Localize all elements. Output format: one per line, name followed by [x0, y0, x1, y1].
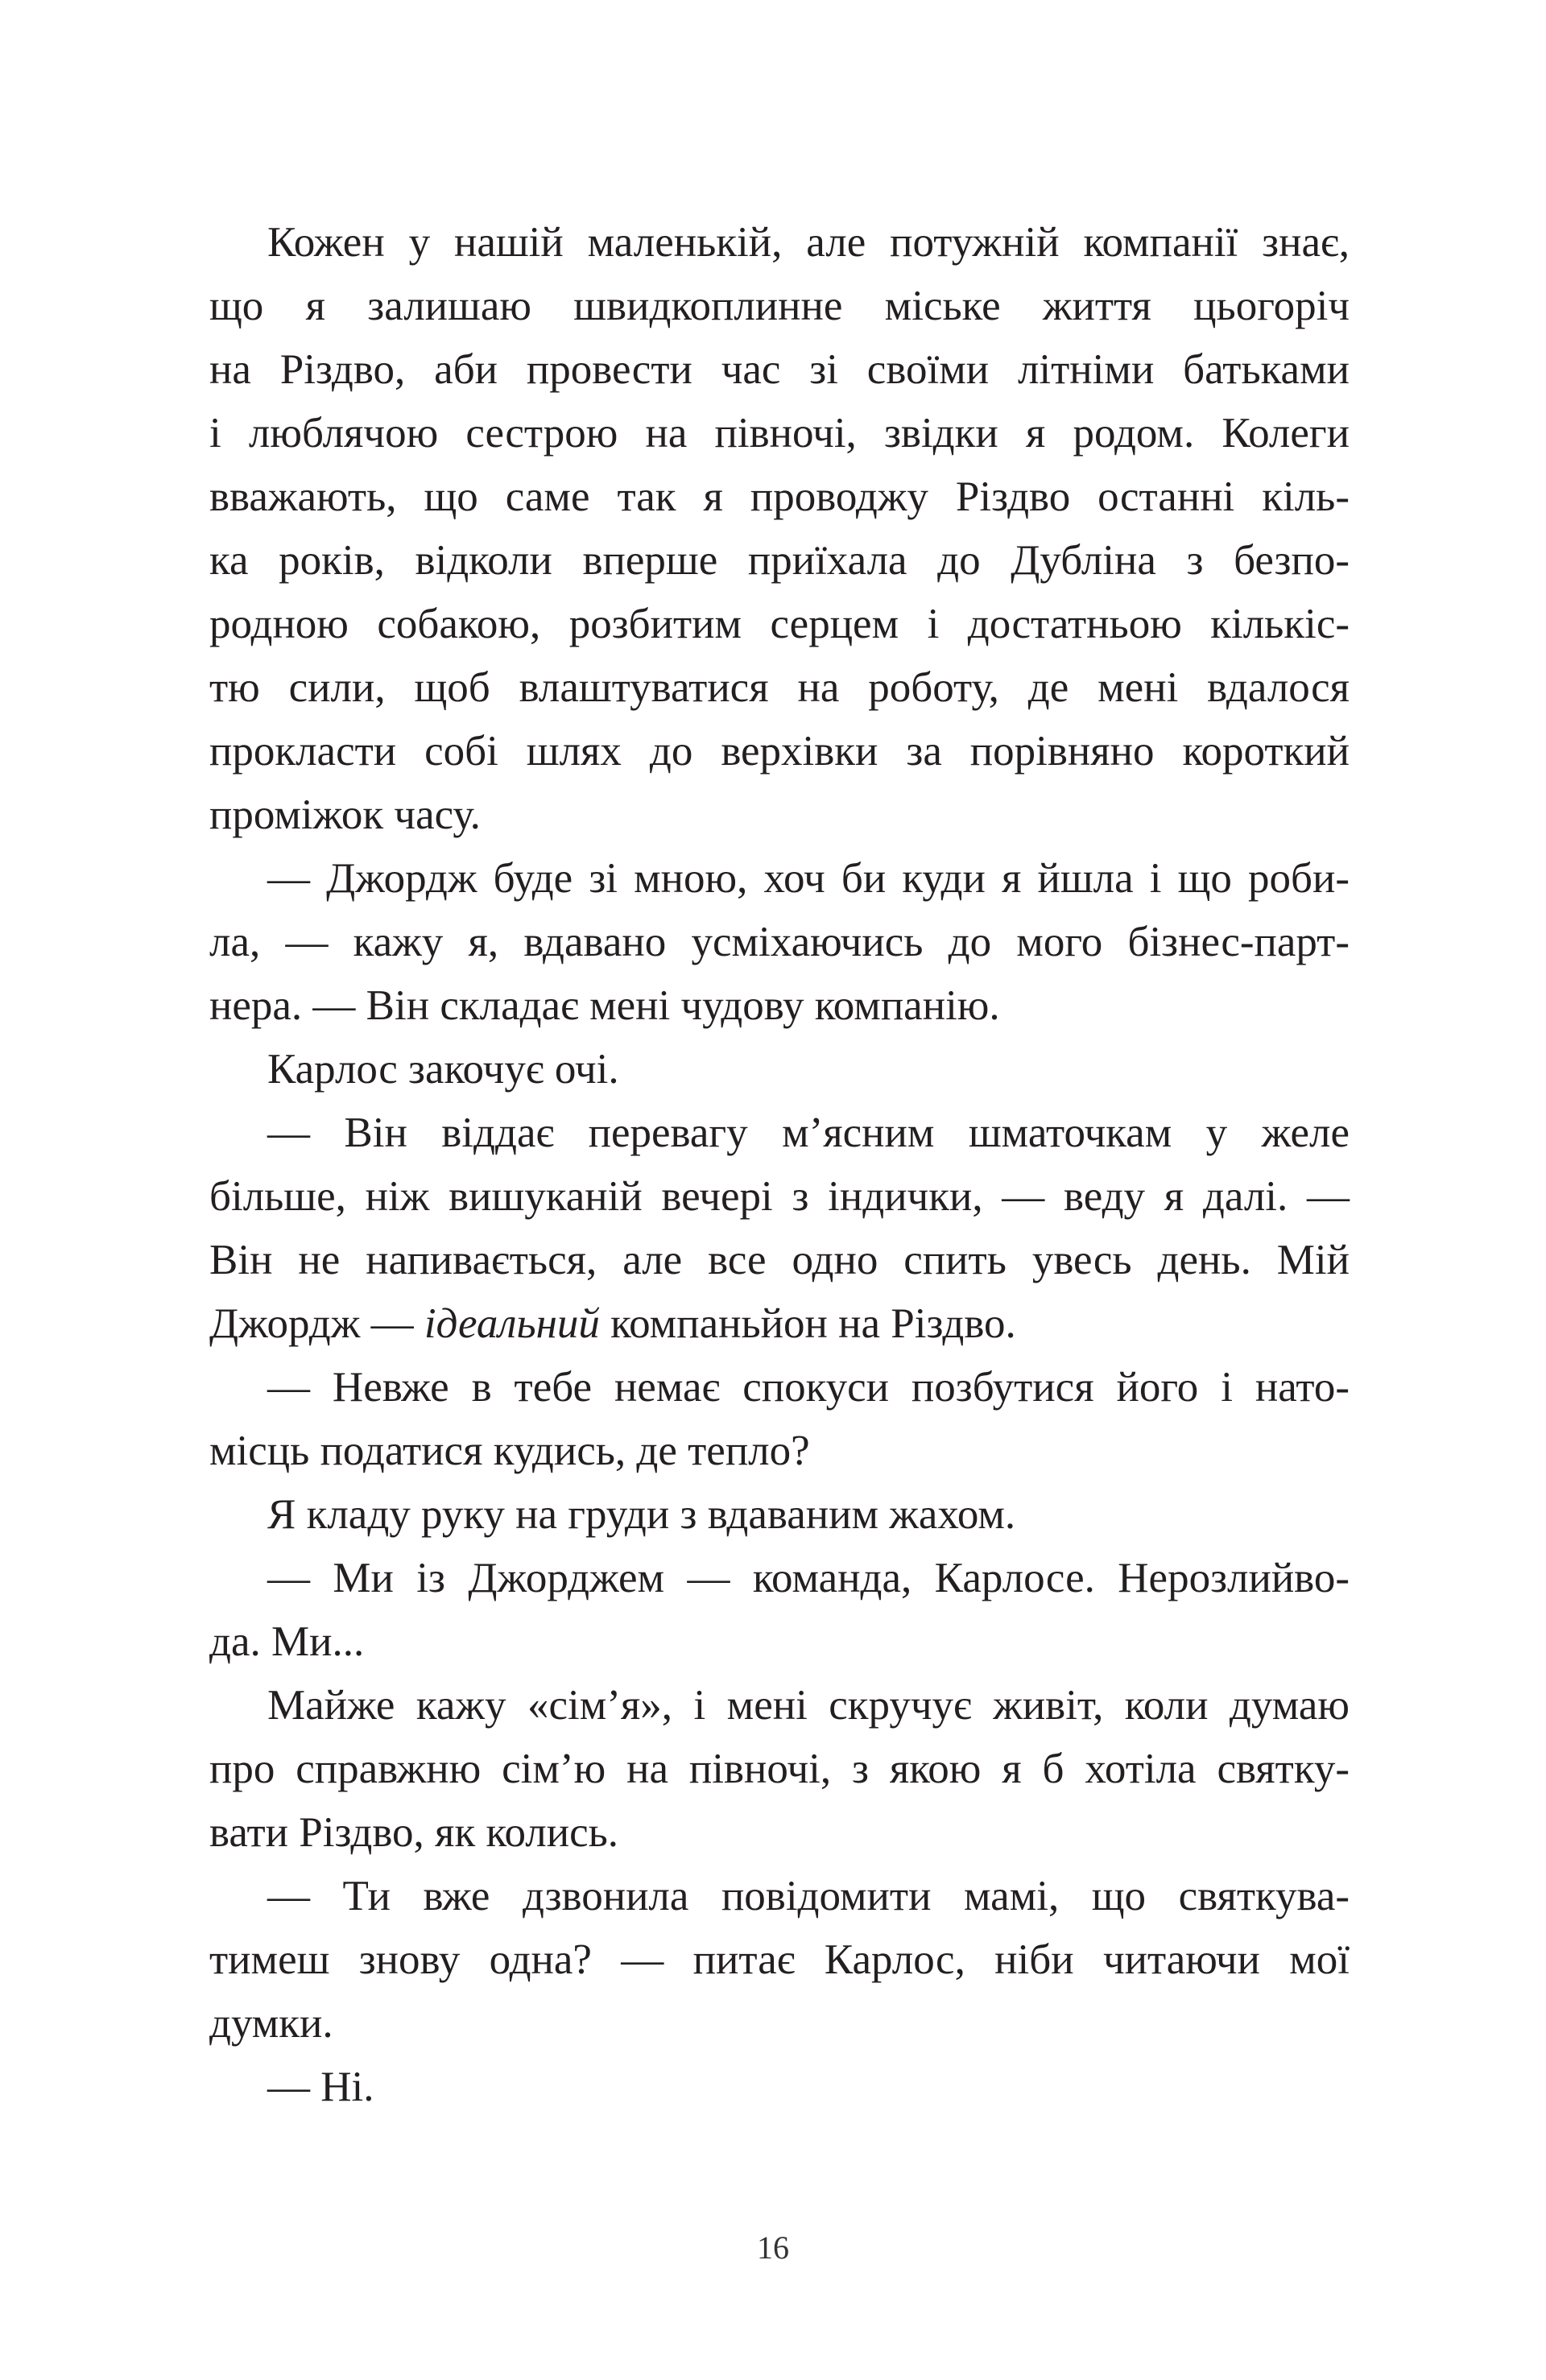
- text-segment: да. Ми...: [209, 1618, 365, 1665]
- text-line: [209, 1165, 1350, 1229]
- text-line: [209, 211, 1350, 275]
- text-line: [209, 1356, 1350, 1419]
- text-segment: нера. — Він складає мені чудову компанію.: [209, 982, 1000, 1029]
- text-line: [209, 1483, 1350, 1547]
- text-segment: Кожен у нашій маленькій, але потужній компанії знає,: [267, 219, 1350, 266]
- text-line: [209, 1610, 1350, 1674]
- text-line: [209, 1292, 1350, 1356]
- text-line: [209, 593, 1350, 656]
- body-text: [209, 211, 1350, 2119]
- text-line: [209, 656, 1350, 720]
- text-segment: ка років, відколи вперше приїхала до Дубліна з безпо-: [209, 537, 1350, 584]
- text-segment: вати Різдво, як колись.: [209, 1809, 619, 1856]
- text-segment: на Різдво, аби провести час зі своїми літніми батьками: [209, 346, 1350, 393]
- text-segment: Майже кажу «сім’я», і мені скручує живіт, коли думаю: [267, 1682, 1350, 1729]
- text-segment: проміжок часу.: [209, 791, 481, 838]
- text-line: [209, 720, 1350, 783]
- text-line: [209, 1038, 1350, 1101]
- text-line: [209, 338, 1350, 402]
- text-line: [209, 1547, 1350, 1610]
- text-line: [209, 275, 1350, 338]
- text-segment: родною собакою, розбитим серцем і достатньою кількіс-: [209, 601, 1350, 647]
- text-line: [209, 1674, 1350, 1737]
- text-segment: більше, ніж вишуканій вечері з індички, — веду я далі. —: [209, 1173, 1350, 1220]
- text-segment: Я кладу руку на груди з вдаваним жахом.: [267, 1491, 1016, 1538]
- text-segment: тимеш знову одна? — питає Карлос, ніби читаючи мої: [209, 1936, 1350, 1983]
- text-line: [209, 1101, 1350, 1165]
- page-number: 16: [757, 2229, 789, 2266]
- text-segment: — Ні.: [267, 2064, 374, 2110]
- text-line: [209, 2056, 1350, 2119]
- text-line: [209, 847, 1350, 911]
- text-segment: прокласти собі шлях до верхівки за порівняно короткий: [209, 728, 1350, 775]
- text-segment: що я залишаю швидкоплинне міське життя цьогоріч: [209, 283, 1350, 329]
- text-segment: Карлос закочує очі.: [267, 1046, 619, 1093]
- text-segment: Він не напивається, але все одно спить увесь день. Мій: [209, 1237, 1350, 1283]
- text-line: [209, 1992, 1350, 2056]
- text-line: [209, 1801, 1350, 1865]
- text-line: [209, 911, 1350, 974]
- text-segment: і люблячою сестрою на півночі, звідки я родом. Колеги: [209, 410, 1350, 457]
- text-line: [209, 1229, 1350, 1292]
- text-line: [209, 1928, 1350, 1992]
- text-segment: — Ти вже дзвонила повідомити мамі, що святкува-: [267, 1873, 1350, 1919]
- text-segment: — Ми із Джорджем — команда, Карлосе. Нерозлийво-: [267, 1555, 1350, 1601]
- text-segment: ла, — кажу я, вдавано усміхаючись до мого бізнес-парт-: [209, 919, 1350, 965]
- text-line: [209, 529, 1350, 593]
- text-line: [209, 465, 1350, 529]
- italic-text: ідеальний: [424, 1300, 600, 1347]
- text-segment: компаньйон на Різдво.: [599, 1300, 1016, 1347]
- text-segment: — Невже в тебе немає спокуси позбутися його і нато-: [267, 1364, 1350, 1411]
- text-line: [209, 1737, 1350, 1801]
- text-line: [209, 783, 1350, 847]
- text-segment: місць податися кудись, де тепло?: [209, 1428, 810, 1474]
- text-segment: тю сили, щоб влаштуватися на роботу, де мені вдалося: [209, 664, 1350, 711]
- text-segment: Джордж —: [209, 1300, 424, 1347]
- text-segment: про справжню сім’ю на півночі, з якою я б хотіла святку-: [209, 1746, 1350, 1792]
- text-segment: — Джордж буде зі мною, хоч би куди я йшла і що роби-: [267, 855, 1350, 902]
- text-segment: — Він віддає перевагу м’ясним шматочкам у желе: [267, 1109, 1350, 1156]
- text-line: [209, 974, 1350, 1038]
- text-line: [209, 1419, 1350, 1483]
- text-line: [209, 1865, 1350, 1928]
- text-line: [209, 402, 1350, 465]
- text-segment: думки.: [209, 2000, 333, 2047]
- text-segment: вважають, що саме так я проводжу Різдво останні кіль-: [209, 473, 1350, 520]
